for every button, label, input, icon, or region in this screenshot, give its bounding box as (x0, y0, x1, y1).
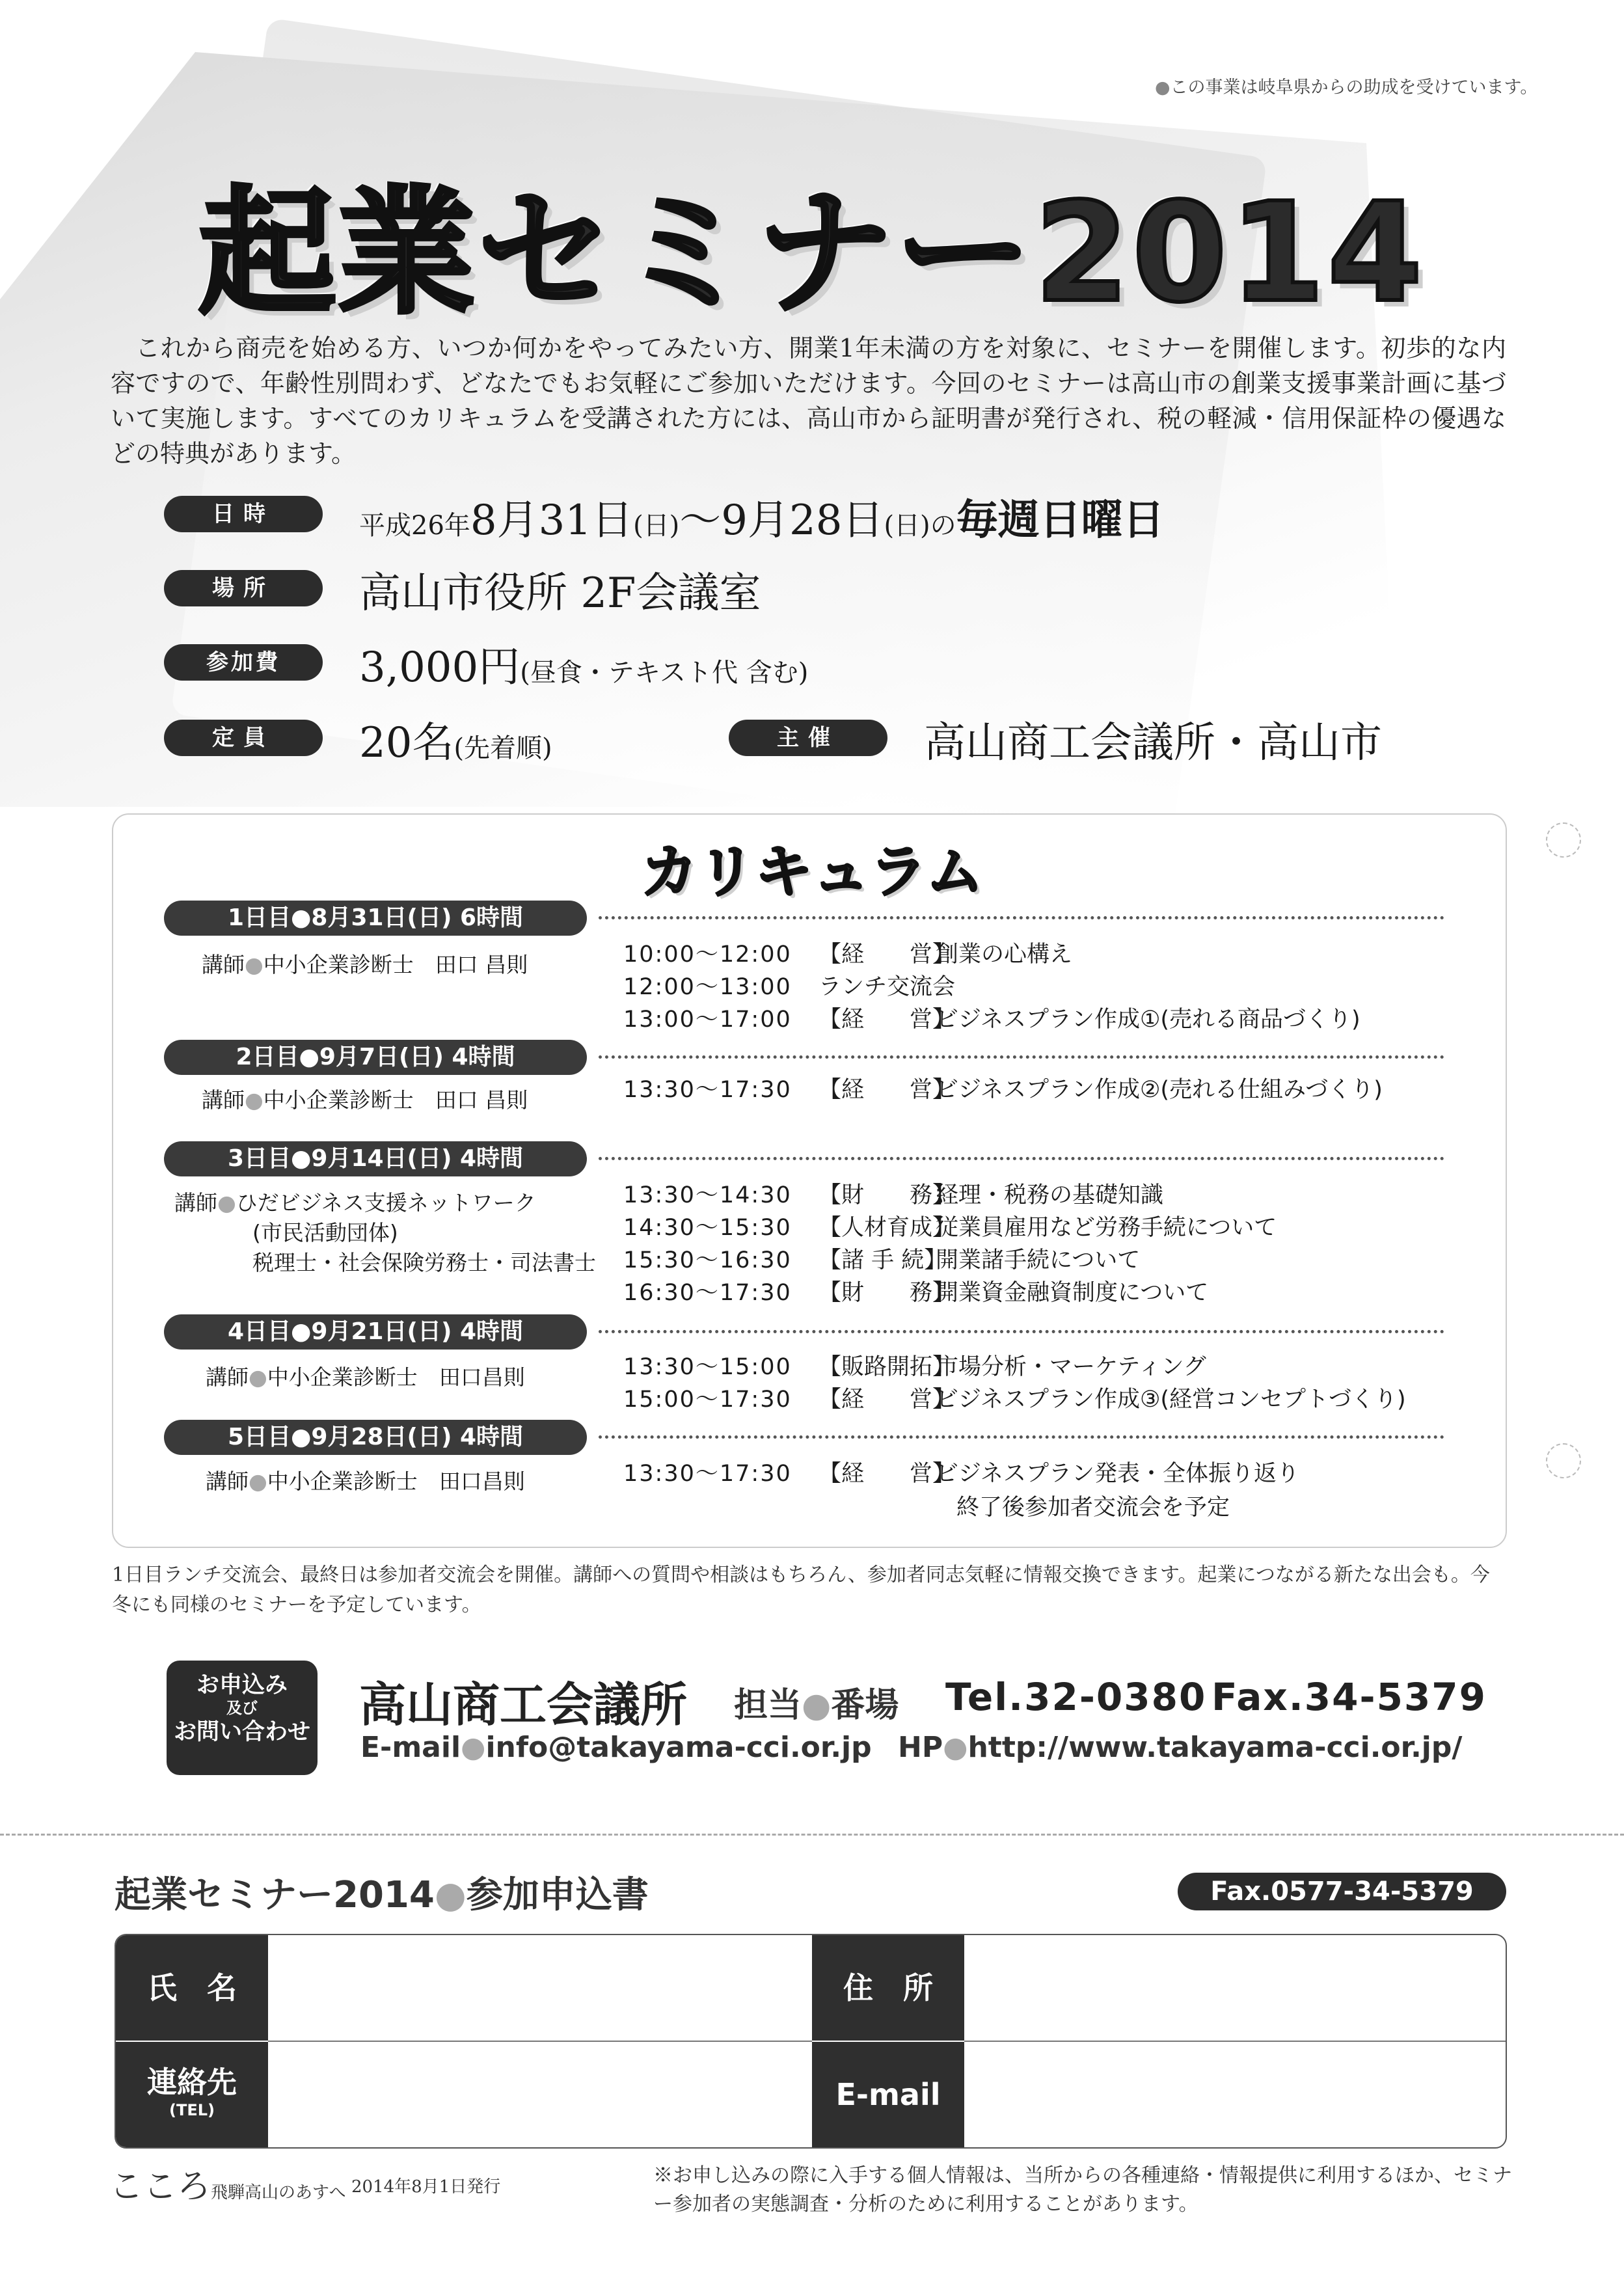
day5-session-2: 終了後参加者交流会を予定 (956, 1495, 1230, 1521)
day1-divider (599, 916, 1444, 919)
privacy-note: ※お申し込みの際に入手する個人情報は、当所からの各種連絡・情報提供に利用するほか、セミナー参加者の実態調査・分析のために利用することがあります。 (653, 2164, 1512, 2216)
contact-homepage: HP●http://www.takayama-cci.or.jp/ (898, 1731, 1463, 1764)
day3-lecturer-org-type: (市民活動団体) (252, 1220, 398, 1245)
fee-value: 3,000円(昼食・テキスト代 含む) (359, 644, 809, 692)
day4-divider (599, 1330, 1444, 1333)
address-field[interactable] (964, 1935, 1506, 2041)
day5-divider (599, 1435, 1444, 1439)
form-title: 起業セミナー2014●参加申込書 (115, 1874, 649, 1916)
day2-session-1: 13:30～17:30 【経 営】ビジネスプラン作成②(売れる仕組みづくり) (623, 1077, 1383, 1103)
day4-header: 4日目●9月21日(日) 4時間 (164, 1314, 587, 1350)
place-label: 場所 (164, 570, 323, 606)
place-value: 高山市役所 2F会議室 (359, 569, 761, 618)
contact-fax: Fax.34-5379 (1211, 1675, 1487, 1719)
email-link[interactable]: info@takayama-cci.or.jp (485, 1731, 872, 1764)
date-value: 平成26年8月31日(日)～9月28日(日)の毎週日曜日 (359, 496, 1165, 545)
contact-field[interactable] (268, 2042, 812, 2147)
curriculum-title: カリキュラム (640, 838, 984, 905)
fee-label: 参加費 (164, 644, 323, 681)
event-note: 1日目ランチ交流会、最終日は参加者交流会を開催。講師への質問や相談はもちろん、参加者同志気軽に情報交換できます。起業につながる新たな出会も。今冬にも同様のセミナーを予定しています。 (112, 1564, 1490, 1616)
day3-divider (599, 1157, 1444, 1160)
day1-lecturer: 講師●中小企業診断士 田口 昌則 (202, 952, 528, 977)
issue-date: 2014年8月1日発行 (351, 2177, 501, 2197)
day5-lecturer: 講師●中小企業診断士 田口昌則 (206, 1469, 525, 1494)
contact-person: 担当●番場 (734, 1686, 899, 1725)
contact-label: 連絡先 (TEL) (116, 2042, 268, 2147)
address-label: 住 所 (812, 1935, 964, 2041)
bullet-icon: ● (1155, 77, 1171, 98)
intro-text: これから商売を始める方、いつか何かをやってみたい方、開業1年未満の方を対象に、セミナーを開催します。初歩的な内容ですので、年齢性別問わず、どなたでもお気軽にご参加いただけます。今回のセミナーは高山市の創業支援事業計画に基づいて実施します。すべてのカリキュラムを受講された方には、高山市から証明書が発行され、税の軽減・信用保証枠の優遇などの特典があります。 (111, 334, 1506, 468)
day1-session-1: 10:00～12:00 【経 営】創業の心構え (623, 942, 1073, 968)
contact-org: 高山商工会議所 (359, 1677, 688, 1732)
contact-tel: Tel.32-0380 (945, 1675, 1207, 1719)
capacity-value: 20名(先着順) (359, 719, 552, 767)
date-label: 日時 (164, 496, 323, 532)
punch-hole-mark (1546, 822, 1581, 858)
email-label: E-mail (812, 2042, 964, 2147)
day1-session-3: 13:00～17:00 【経 営】ビジネスプラン作成①(売れる商品づくり) (623, 1007, 1360, 1033)
name-label: 氏 名 (116, 1935, 268, 2041)
capacity-label: 定員 (164, 720, 323, 756)
day4-lecturer: 講師●中小企業診断士 田口昌則 (206, 1364, 525, 1390)
day1-header: 1日目●8月31日(日) 6時間 (164, 901, 587, 936)
day4-session-2: 15:00～17:30 【経 営】ビジネスプラン作成③(経営コンセプトづくり) (623, 1387, 1406, 1413)
day2-lecturer: 講師●中小企業診断士 田口 昌則 (202, 1087, 528, 1113)
page-title: 起業セミナー2014 (198, 173, 1426, 332)
day3-session-4: 16:30～17:30 【財 務】開業資金融資制度について (623, 1280, 1209, 1306)
application-form (115, 1934, 1507, 2149)
day2-header: 2日目●9月7日(日) 4時間 (164, 1040, 587, 1075)
form-fax-badge: Fax.0577-34-5379 (1178, 1873, 1506, 1910)
day3-lecturer: 講師●ひだビジネス支援ネットワーク (174, 1190, 536, 1215)
day3-header: 3日目●9月14日(日) 4時間 (164, 1141, 587, 1176)
punch-hole-mark (1546, 1443, 1581, 1478)
homepage-link[interactable]: http://www.takayama-cci.or.jp/ (968, 1731, 1463, 1764)
footer-logo: こころ飛騨高山のあすへ (109, 2167, 346, 2206)
day4-session-1: 13:30～15:00 【販路開拓】市場分析・マーケティング (623, 1354, 1206, 1380)
subsidy-note: ●この事業は岐阜県からの助成を受けています。 (1155, 77, 1538, 98)
day3-session-1: 13:30～14:30 【財 務】経理・税務の基礎知識 (623, 1182, 1164, 1208)
day1-session-2: 12:00～13:00 ランチ交流会 (623, 974, 956, 1000)
contact-email: E-mail●info@takayama-cci.or.jp (360, 1731, 872, 1764)
day3-session-3: 15:30～16:30 【諸 手 続】開業諸手続について (623, 1247, 1141, 1273)
contact-badge: お申込み 及び お問い合わせ (167, 1661, 318, 1775)
day5-header: 5日目●9月28日(日) 4時間 (164, 1420, 587, 1455)
host-label: 主催 (729, 720, 887, 756)
day2-divider (599, 1055, 1444, 1059)
host-value: 高山商工会議所・高山市 (924, 719, 1382, 767)
day5-session-1: 13:30～17:30 【経 営】ビジネスプラン発表・全体振り返り (623, 1461, 1299, 1487)
day3-session-2: 14:30～15:30 【人材育成】従業員雇用など労務手続について (623, 1215, 1277, 1241)
cut-line (0, 1834, 1624, 1836)
email-field[interactable] (964, 2042, 1506, 2147)
day3-lecturer-roles: 税理士・社会保険労務士・司法書士 (252, 1250, 596, 1275)
